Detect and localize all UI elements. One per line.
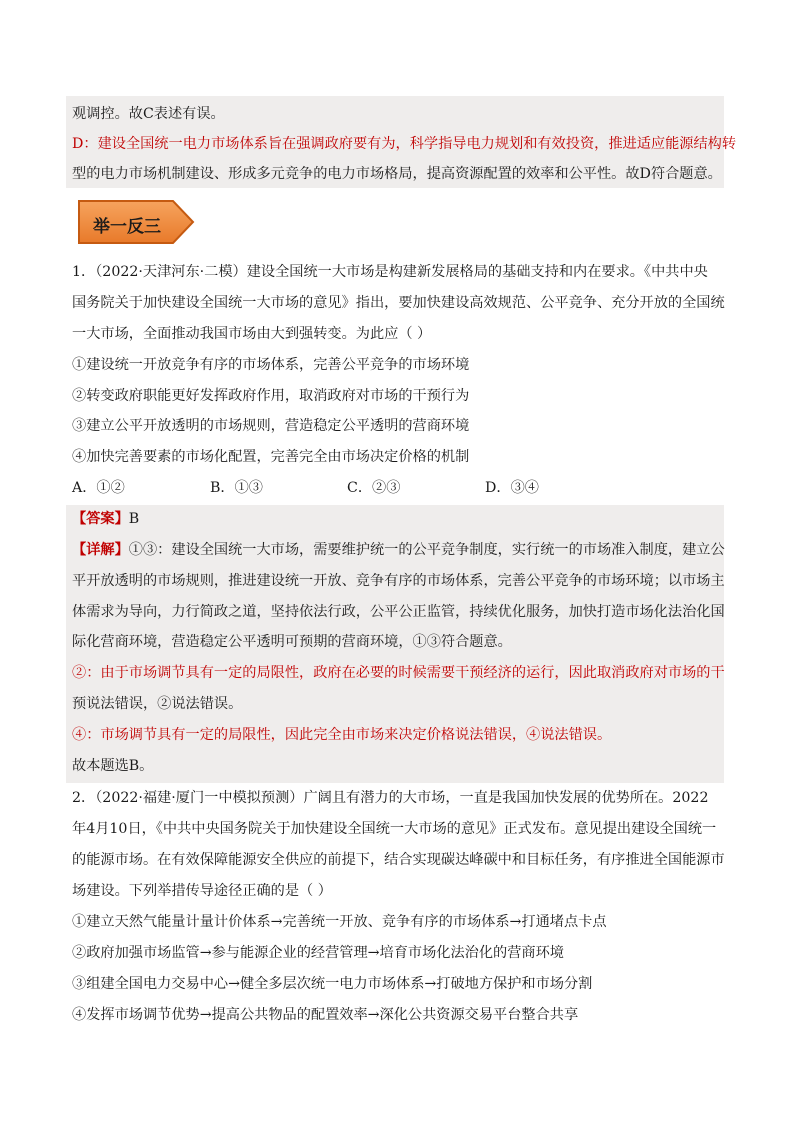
q1-item-3: ③建立公平开放透明的市场规则，营造稳定公平透明的营商环境 (72, 418, 470, 434)
q1-item-1: ①建设统一开放竞争有序的市场体系，完善公平竞争的市场环境 (72, 357, 470, 373)
q2-item-1: ①建立天然气能量计量计价体系→完善统一开放、竞争有序的市场体系→打通堵点卡点 (72, 914, 607, 930)
answer-label: 【答案】 (72, 511, 129, 527)
q1-detail-line-3: 体需求为导向，力行简政之道，坚持依法行政，公平公正监管，持续优化服务，加快打造市场化法治化国 (72, 604, 725, 620)
q1-option-d: D．③④ (485, 480, 539, 496)
analysis-line-d2: 型的电力市场机制建设、形成多元竞争的电力市场格局，提高资源配置的效率和公平性。故D符合题意。 (72, 166, 722, 182)
answer-value: B (128, 511, 140, 527)
q2-item-2: ②政府加强市场监管→参与能源企业的经营管理→培育市场化法治化的营商环境 (72, 945, 564, 961)
q1-option-a: A．①② (72, 480, 125, 496)
q1-wrong-4: ④：市场调节具有一定的局限性，因此完全由市场来决定价格说法错误，④说法错误。 (72, 727, 612, 743)
q2-stem-line-1: 2．（2022·福建·厦门一中模拟预测）广阔且有潜力的大市场，一直是我国加快发展的优势所在。2022 (72, 790, 709, 806)
q2-item-4: ④发挥市场调节优势→提高公共物品的配置效率→深化公共资源交易平台整合共享 (72, 1007, 579, 1023)
q2-item-3: ③组建全国电力交易中心→健全多层次统一电力市场体系→打破地方保护和市场分割 (72, 976, 593, 992)
q1-wrong-2-line-1: ②：由于市场调节具有一定的局限性，政府在必要的时候需要干预经济的运行，因此取消政府对市场的干 (72, 665, 725, 681)
analysis-line-d1: D：建设全国统一电力市场体系旨在强调政府要有为，科学指导电力规划和有效投资，推进适应能源结构转 (72, 136, 737, 152)
q1-option-b: B．①③ (210, 480, 263, 496)
detail-text-1: ①③：建设全国统一大市场，需要维护统一的公平竞争制度，实行统一的市场准入制度，建立公 (128, 542, 725, 558)
q1-wrong-2-line-2: 预说法错误，②说法错误。 (72, 696, 243, 712)
q2-stem-line-2: 年4月10日，《中共中央国务院关于加快建设全国统一大市场的意见》正式发布。意见提出建设全国统一 (72, 821, 717, 837)
q1-item-2: ②转变政府职能更好发挥政府作用，取消政府对市场的干预行为 (72, 388, 470, 404)
section-badge-label: 举一反三 (93, 217, 161, 237)
q2-stem-line-4: 场建设。下列举措传导途径正确的是（ ） (72, 883, 332, 899)
q1-stem-line-1: 1．（2022·天津河东·二模）建设全国统一大市场是构建新发展格局的基础支持和内在要求。《中共中央 (72, 264, 708, 280)
q1-item-4: ④加快完善要素的市场化配置，完善完全由市场决定价格的机制 (72, 449, 470, 465)
analysis-line-c: 观调控。故C表述有误。 (72, 106, 225, 122)
q1-detail-line-1 (72, 540, 725, 560)
q1-stem-line-3: 一大市场，全面推动我国市场由大到强转变。为此应（ ） (72, 326, 432, 342)
q1-answer (72, 509, 139, 529)
q1-conclusion: 故本题选B。 (72, 758, 154, 774)
detail-label: 【详解】 (72, 542, 129, 558)
q1-detail-line-4: 际化营商环境，营造稳定公平透明可预期的营商环境，①③符合题意。 (72, 634, 512, 650)
q1-stem-line-2: 国务院关于加快建设全国统一大市场的意见》指出，要加快建设高效规范、公平竞争、充分开放的全国统 (72, 295, 725, 311)
q2-stem-line-3: 的能源市场。在有效保障能源安全供应的前提下，结合实现碳达峰碳中和目标任务，有序推进全国能源市 (72, 852, 725, 868)
q1-detail-line-2: 平开放透明的市场规则，推进建设统一开放、竞争有序的市场体系，完善公平竞争的市场环境；以市场主 (72, 573, 725, 589)
q1-option-c: C．②③ (347, 480, 401, 496)
